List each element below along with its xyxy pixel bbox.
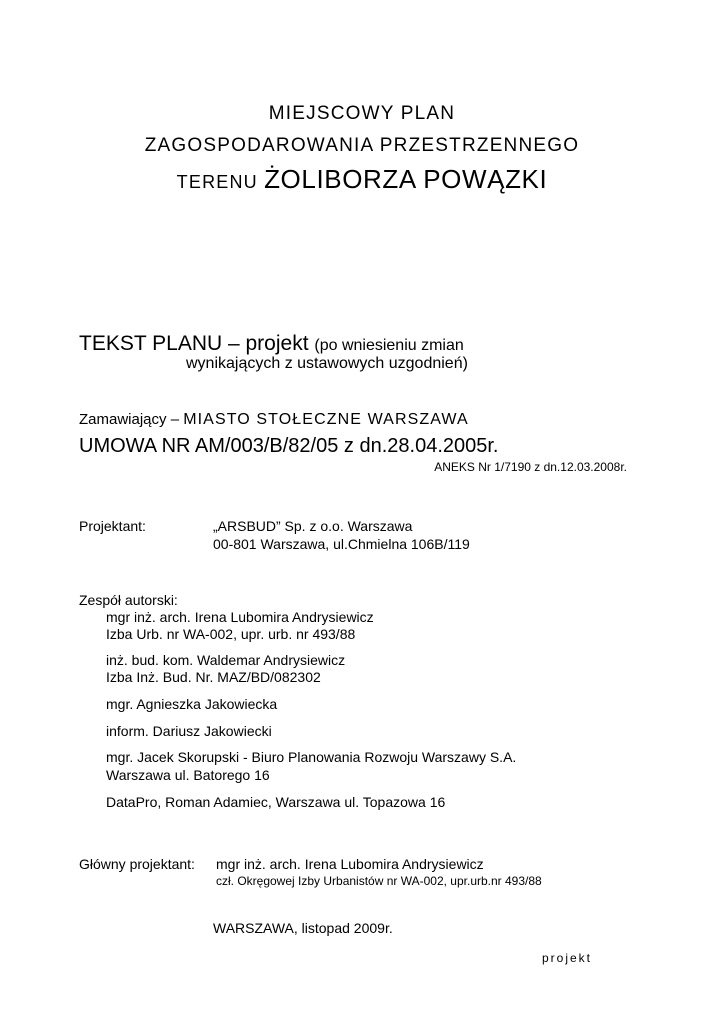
annex-number: ANEKS Nr 1/7190 z dn.12.03.2008r. <box>434 460 627 474</box>
title-line-1: MIEJSCOWY PLAN <box>268 103 456 124</box>
chief-designer-label: Główny projektant: <box>79 856 195 872</box>
team-member: inform. Dariusz Jakowiecki <box>106 723 272 739</box>
team-member: mgr. Agnieszka Jakowiecka <box>106 696 278 712</box>
title-line-2: ZAGOSPODAROWANIA PRZESTRZENNEGO <box>144 135 580 156</box>
chief-designer-membership: czł. Okręgowej Izby Urbanistów nr WA-002, upr.urb.nr 493/88 <box>216 874 542 888</box>
client-name: MIASTO STOŁECZNE WARSZAWA <box>183 411 469 428</box>
document-type-note-2: wynikających z ustawowych uzgodnień) <box>186 355 468 372</box>
team-label: Zespół autorski: <box>79 592 178 608</box>
team-member: mgr. Jacek Skorupski - Biuro Planowania Rozwoju Warszawy S.A. <box>106 749 517 765</box>
document-type-note-1: (po wniesieniu zmian <box>314 337 464 354</box>
document-type-heading <box>79 332 464 356</box>
footer-stamp: projekt <box>541 951 592 965</box>
title-line-3 <box>0 164 724 195</box>
designer-label: Projektant: <box>79 518 146 534</box>
contract-number: UMOWA NR AM/003/B/82/05 z dn.28.04.2005r. <box>79 435 499 457</box>
designer-address: 00-801 Warszawa, ul.Chmielna 106B/119 <box>213 536 470 552</box>
title-line-3-prefix: TERENU <box>176 172 265 192</box>
document-type-main: TEKST PLANU – projekt <box>79 332 315 355</box>
designer-name: „ARSBUD” Sp. z o.o. Warszawa <box>213 518 413 534</box>
client-line <box>79 411 469 429</box>
team-member: DataPro, Roman Adamiec, Warszawa ul. Topazowa 16 <box>106 794 446 810</box>
client-label: Zamawiający – <box>79 411 184 428</box>
team-member: inż. bud. kom. Waldemar Andrysiewicz <box>106 652 346 668</box>
team-member: mgr inż. arch. Irena Lubomira Andrysiewicz <box>106 609 374 625</box>
title-line-3-name: ŻOLIBORZA POWĄZKI <box>264 164 548 194</box>
chief-designer-name: mgr inż. arch. Irena Lubomira Andrysiewicz <box>216 856 484 872</box>
team-member: Izba Inż. Bud. Nr. MAZ/BD/082302 <box>106 669 321 685</box>
place-date: WARSZAWA, listopad 2009r. <box>213 920 393 936</box>
team-member: Izba Urb. nr WA-002, upr. urb. nr 493/88 <box>106 626 356 642</box>
team-member: Warszawa ul. Batorego 16 <box>106 767 270 783</box>
